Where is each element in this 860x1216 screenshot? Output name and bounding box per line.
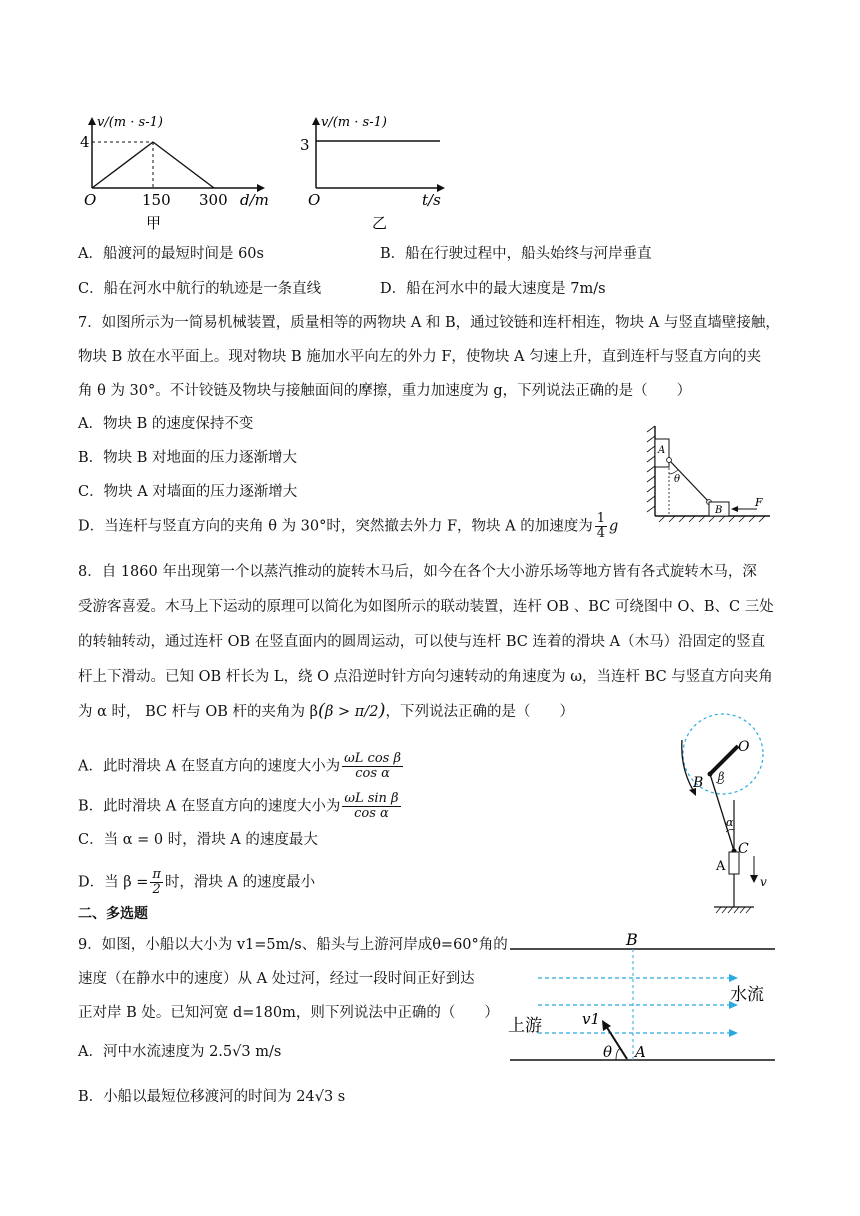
q9-stem-line2: 速度（在静水中的速度）从 A 处过河，经过一段时间正好到达 <box>78 971 475 987</box>
origin-label: O <box>84 191 97 209</box>
q9-figure <box>500 930 780 1065</box>
v1-label: v1 <box>582 1010 601 1028</box>
q7-stem-line1: 7．如图所示为一简易机械装置，质量相等的两物块 A 和 B，通过铰链和连杆相连，物块 A 与竖直墙壁接触， <box>78 315 780 331</box>
q8-option-d: D．当 β = $\frac{\pi}{2}$ 时，滑块 A 的速度最小 <box>78 867 316 897</box>
point-b-label: B <box>626 930 638 949</box>
q7-stem-line2: 物块 B 放在水平面上。现对物块 B 施加水平向左的外力 F，使物块 A 匀速上升，直到连杆与竖直方向的夹 <box>78 349 762 365</box>
q8-stem-line4: 杆上下滑动。已知 OB 杆长为 L，绕 O 点沿逆时针方向匀速转动的角速度为 ω，当连杆 BC 与竖直方向夹角 <box>78 669 773 685</box>
graph-yi <box>300 108 470 233</box>
q7-option-d: D．当连杆与竖直方向的夹角 θ 为 30°时，突然撤去外力 F，物块 A 的加速度为 $\frac{1}{4}$ g <box>78 511 619 541</box>
point-b-label: B <box>693 775 704 791</box>
alpha-label: α <box>726 816 734 829</box>
point-c-label: C <box>738 841 749 857</box>
q7-figure <box>645 424 775 524</box>
q9-option-a: A．河中水流速度为 2.5√3 m/s <box>78 1044 282 1060</box>
q9-stem-line1: 9．如图，小船以大小为 v1=5m/s、船头与上游河岸成θ=60°角的 <box>78 937 508 953</box>
origin-label: O <box>308 191 321 209</box>
block-a-label: A <box>658 445 666 456</box>
flow-label: 水流 <box>730 985 764 1005</box>
series-line <box>153 142 214 188</box>
q8-stem-line3: 的转轴转动，通过连杆 OB 在竖直面内的圆周运动，可以使与连杆 BC 连着的滑块 A（木马）沿固定的竖直 <box>78 634 766 650</box>
q7-stem-line3: 角 θ 为 30°。不计铰链及物块与接触面间的摩擦，重力加速度为 g，下列说法正确的是（ ） <box>78 383 692 399</box>
theta-label: θ <box>603 1043 613 1061</box>
graph-caption: 乙 <box>372 214 388 232</box>
q8-stem-line5: 为 α 时， BC 杆与 OB 杆的夹角为 β(β > π/2)，下列说法正确的是（ ） <box>78 700 574 721</box>
y-tick-label: 4 <box>80 133 90 151</box>
y-axis-label: v/(m · s-1) <box>321 115 387 130</box>
force-f-label: F <box>755 496 763 509</box>
q8-option-a: A．此时滑块 A 在竖直方向的速度大小为 $\frac{\text{ωL cos β}}{\text{cos α}}$ <box>78 751 401 781</box>
q8-option-c: C．当 α = 0 时，滑块 A 的速度最大 <box>78 832 318 848</box>
q8-stem-line1: 8．自 1860 年出现第一个以蒸汽推动的旋转木马后，如今在各个大小游乐场等地方皆有各式旋转木马，深 <box>78 564 757 580</box>
upstream-label: 上游 <box>508 1016 542 1036</box>
q6-option-a: A．船渡河的最短时间是 60s <box>78 246 264 262</box>
q8-option-b: B．此时滑块 A 在竖直方向的速度大小为 $\frac{\text{ωL sin β}}{\text{cos α}}$ <box>78 791 399 821</box>
q7-option-a: A．物块 B 的速度保持不变 <box>78 416 254 432</box>
q7-option-c: C．物块 A 对墙面的压力逐渐增大 <box>78 484 298 500</box>
q6-option-b: B．船在行驶过程中，船头始终与河岸垂直 <box>380 246 652 262</box>
y-axis-label: v/(m · s-1) <box>97 115 163 130</box>
block-b-label: B <box>715 505 723 516</box>
q9-option-b: B．小船以最短位移渡河的时间为 24√3 s <box>78 1089 346 1105</box>
graph-jia <box>80 108 290 233</box>
x-tick-label: 300 <box>199 191 228 209</box>
graph-caption: 甲 <box>146 214 162 232</box>
q7-option-b: B．物块 B 对地面的压力逐渐增大 <box>78 450 298 466</box>
q8-figure <box>660 700 780 920</box>
x-axis-label: d/m <box>240 191 269 209</box>
q6-option-c: C．船在河水中航行的轨迹是一条直线 <box>78 281 322 297</box>
point-o-label: O <box>738 739 750 755</box>
beta-label: β <box>718 770 725 783</box>
velocity-v-label: v <box>760 875 767 889</box>
point-a-label: A <box>635 1043 646 1061</box>
y-tick-label: 3 <box>300 136 310 154</box>
section-heading: 二、多选题 <box>78 906 148 922</box>
x-tick-label: 150 <box>142 191 171 209</box>
q6-option-d: D．船在河水中的最大速度是 7m/s <box>380 281 606 297</box>
q8-stem-line2: 受游客喜爱。木马上下运动的原理可以简化为如图所示的联动装置，连杆 OB 、BC 可绕图中 O、B、C 三处 <box>78 599 774 615</box>
slider-a-label: A <box>716 859 726 874</box>
q9-stem-line3: 正对岸 B 处。已知河宽 d=180m，则下列说法中正确的（ ） <box>78 1005 499 1021</box>
series-line <box>92 142 153 188</box>
x-axis-label: t/s <box>422 191 441 209</box>
theta-label: θ <box>674 474 681 485</box>
